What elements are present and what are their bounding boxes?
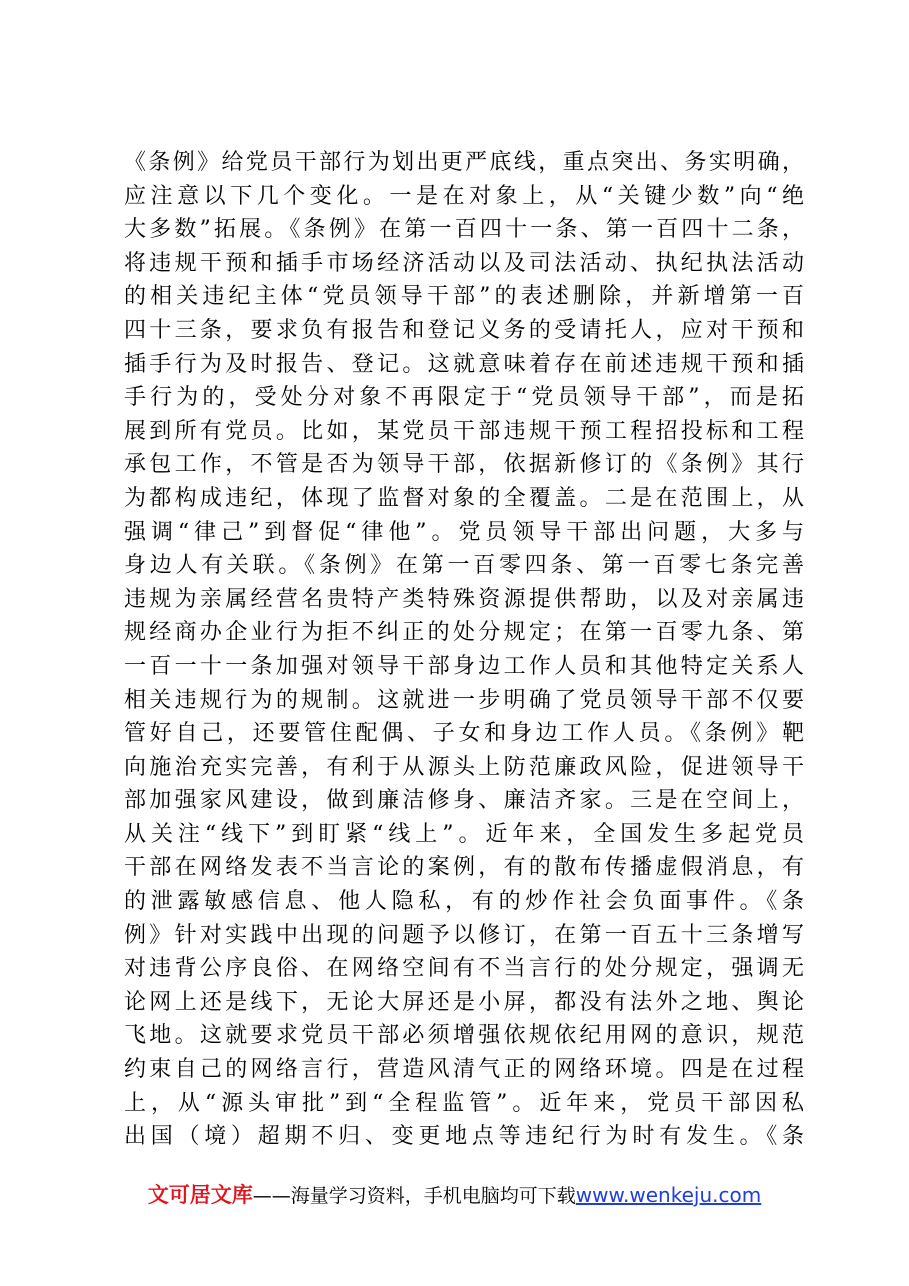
text-line: 的泄露敏感信息、他人隐私，有的炒作社会负面事件。《条: [124, 889, 804, 915]
text-line: 相关违规行为的规制。这就进一步明确了党员领导干部不仅要: [124, 687, 804, 713]
text-line: 手行为的，受处分对象不再限定于“党员领导干部”，而是拓: [124, 385, 804, 411]
text-line: 《条例》给党员干部行为划出更严底线，重点突出、务实明确，: [124, 150, 804, 175]
text-line: 约束自己的网络言行，营造风清气正的网络环境。四是在过程: [124, 1057, 804, 1083]
text-line: 展到所有党员。比如，某党员干部违规干预工程招投标和工程: [124, 418, 804, 444]
text-line: 将违规干预和插手市场经济活动以及司法活动、执纪执法活动: [124, 250, 804, 276]
footer-website-link[interactable]: www.wenkeju.com: [575, 1183, 762, 1207]
text-line: 违规为亲属经营名贵特产类特殊资源提供帮助，以及对亲属违: [124, 586, 804, 612]
text-line: 规经商办企业行为拒不纠正的处分规定；在第一百零九条、第: [124, 620, 804, 646]
footer-slogan: ——海量学习资料，手机电脑均可下载: [252, 1185, 576, 1207]
text-line: 强调“律己”到督促“律他”。党员领导干部出问题，大多与: [124, 519, 804, 545]
text-line: 对违背公序良俗、在网络空间有不当言行的处分规定，强调无: [124, 956, 804, 982]
text-line: 承包工作，不管是否为领导干部，依据新修订的《条例》其行: [124, 452, 804, 478]
text-line: 四十三条，要求负有报告和登记义务的受请托人，应对干预和: [124, 317, 804, 343]
text-line: 管好自己，还要管住配偶、子女和身边工作人员。《条例》靶: [124, 721, 804, 747]
text-line: 为都构成违纪，体现了监督对象的全覆盖。二是在范围上，从: [124, 485, 804, 511]
text-line: 一百一十一条加强对领导干部身边工作人员和其他特定关系人: [124, 653, 804, 679]
text-line: 大多数”拓展。《条例》在第一百四十一条、第一百四十二条，: [124, 217, 804, 243]
text-line: 例》针对实践中出现的问题予以修订，在第一百五十三条增写: [124, 922, 804, 948]
text-line: 飞地。这就要求党员干部必须增强依规依纪用网的意识，规范: [124, 1023, 804, 1049]
text-line: 身边人有关联。《条例》在第一百零四条、第一百零七条完善: [124, 553, 804, 579]
text-line: 的相关违纪主体“党员领导干部”的表述删除，并新增第一百: [124, 284, 804, 310]
text-line: 论网上还是线下，无论大屏还是小屏，都没有法外之地、舆论: [124, 989, 804, 1015]
text-line: 部加强家风建设，做到廉洁修身、廉洁齐家。三是在空间上，: [124, 788, 804, 814]
text-line: 出国（境）超期不归、变更地点等违纪行为时有发生。《条: [124, 1124, 804, 1150]
page-footer: [0, 1180, 909, 1211]
footer-brand: 文可居文库: [147, 1183, 253, 1207]
text-line: 上，从“源头审批”到“全程监管”。近年来，党员干部因私: [124, 1090, 804, 1116]
document-body: [124, 146, 804, 1154]
text-line: 向施治充实完善，有利于从源头上防范廉政风险，促进领导干: [124, 754, 804, 780]
text-line: 插手行为及时报告、登记。这就意味着存在前述违规干预和插: [124, 351, 804, 377]
text-line: 从关注“线下”到盯紧“线上”。近年来，全国发生多起党员: [124, 821, 804, 847]
text-line: 干部在网络发表不当言论的案例，有的散布传播虚假消息，有: [124, 855, 804, 881]
text-line: 应注意以下几个变化。一是在对象上，从“关键少数”向“绝: [124, 183, 804, 209]
